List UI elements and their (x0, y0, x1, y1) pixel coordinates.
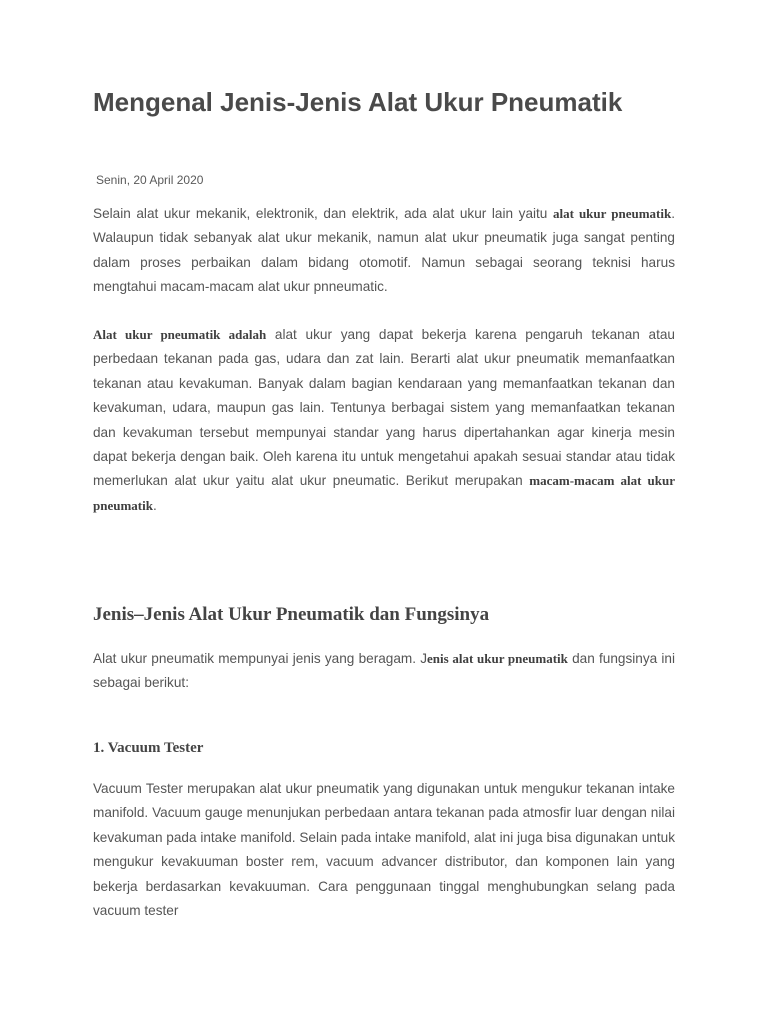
definition-bold-term: macam-macam alat ukur pneumatik (93, 473, 675, 513)
section-heading: Jenis–Jenis Alat Ukur Pneumatik dan Fungsinya (93, 604, 490, 625)
types-text-2: dan fungsinya ini sebagai berikut: (93, 651, 675, 691)
intro-bold-term: alat ukur pneumatik (552, 206, 672, 221)
intro-paragraph (93, 202, 675, 300)
intro-text-1: Selain alat ukur mekanik, elektronik, dan elektrik, ada alat ukur lain yaitu (93, 206, 553, 221)
definition-bold-lead: Alat ukur pneumatik adalah (93, 327, 267, 342)
vacuum-tester-paragraph: Vacuum Tester merupakan alat ukur pneumatik yang digunakan untuk mengukur tekanan intake manifold. Vacuum gauge menunjukan perbedaan antara tekanan pada atmosfir luar dengan nilai kevakuman pada intake manifold. Selain pada intake manifold, alat ini juga bisa digunakan untuk mengukur kevakuuman boster rem, vacuum advancer distributor, dan komponen lain yang bekerja berdasarkan kevakuuman. Cara penggunaan tinggal menghubungkan selang pada vacuum tester (93, 781, 675, 919)
vacuum-tester-heading: 1. Vacuum Tester (93, 740, 204, 756)
types-intro-paragraph (93, 647, 675, 696)
intro-text-2: . Walaupun tidak sebanyak alat ukur mekanik, namun alat ukur pneumatik juga sangat penting dalam proses perbaikan dalam bidang otomotif. Namun sebagai seorang teknisi harus mengtahui macam-macam alat ukur pnneumatic. (93, 206, 675, 295)
definition-text-1: alat ukur yang dapat bekerja karena pengaruh tekanan atau perbedaan tekanan pada gas, udara dan zat lain. Berarti alat ukur pneumatik memanfaatkan tekanan atau kevakuman. Banyak dalam bagian kendaraan yang memanfaatkan tekanan dan kevakuman, udara, maupun gas lain. Tentunya berbagai sistem yang memanfaatkan tekanan dan kevakuman tersebut mempunyai standar yang harus dipertahankan agar kinerja mesin dapat bekerja dengan baik. Oleh karena itu untuk mengetahui apakah sesuai standar atau tidak memerlukan alat ukur yaitu alat ukur pneumatic. Berikut merupakan (93, 327, 675, 489)
types-text-1: Alat ukur pneumatik mempunyai jenis yang beragam. J (93, 651, 428, 666)
article-title: Mengenal Jenis-Jenis Alat Ukur Pneumatik (93, 87, 623, 117)
types-bold-term: enis alat ukur pneumatik (427, 651, 568, 666)
definition-paragraph (93, 323, 675, 518)
post-date: Senin, 20 April 2020 (96, 173, 204, 187)
definition-text-2: . (152, 497, 157, 513)
